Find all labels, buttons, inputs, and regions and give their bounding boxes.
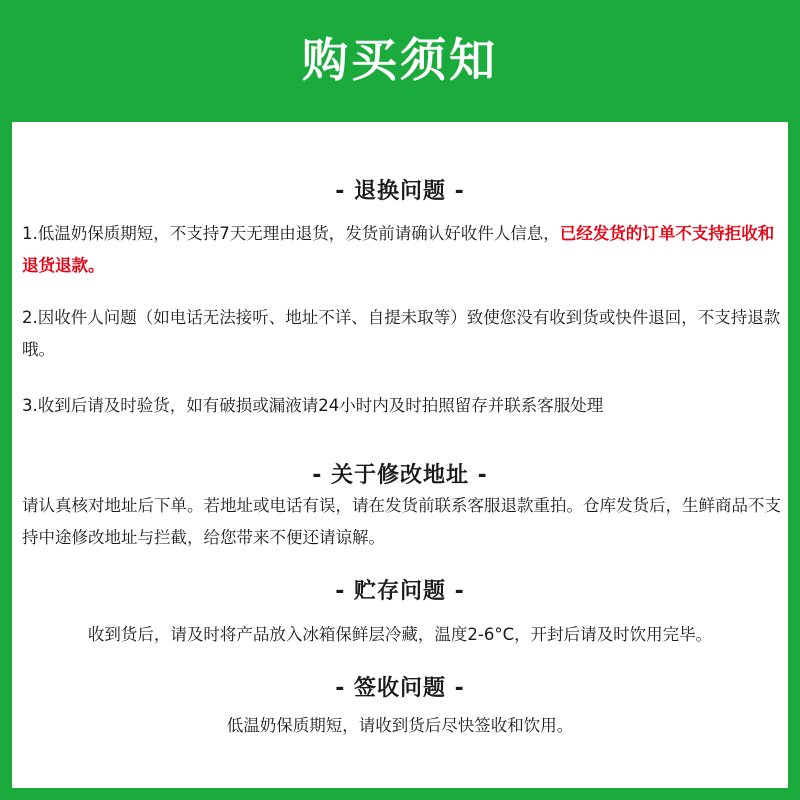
section-title-storage: - 贮存问题 - xyxy=(335,579,465,604)
section-title-returns: - 退换问题 - xyxy=(335,179,465,204)
returns-item-1-text: 1.低温奶保质期短，不支持7天无理由退货，发货前请确认好收件人信息， xyxy=(22,224,560,243)
returns-item-1-highlight: 已经发货的订单不支持拒收和退货退款。 xyxy=(22,224,775,275)
returns-item-1 xyxy=(22,218,782,282)
section-title-address: - 关于修改地址 - xyxy=(312,463,488,488)
header-banner xyxy=(0,0,800,122)
page-title: 购买须知 xyxy=(302,33,498,87)
returns-item-2: 2.因收件人问题（如电话无法接听、地址不详、自提未取等）致使您没有收到货或快件退回，不支持退款哦。 xyxy=(22,308,781,359)
address-text: 请认真核对地址后下单。若地址或电话有误，请在发货前联系客服退款重拍。仓库发货后，生鲜商品不支持中途修改地址与拦截，给您带来不便还请谅解。 xyxy=(22,496,781,547)
notice-panel xyxy=(12,122,788,788)
storage-text: 收到货后，请及时将产品放入冰箱保鲜层冷藏，温度2-6°C，开封后请及时饮用完毕。 xyxy=(87,625,713,644)
returns-item-3: 3.收到后请及时验货，如有破损或漏液请24小时内及时拍照留存并联系客服处理 xyxy=(22,396,604,415)
section-title-signing: - 签收问题 - xyxy=(335,676,465,701)
signing-text: 低温奶保质期短，请收到货后尽快签收和饮用。 xyxy=(226,716,574,735)
